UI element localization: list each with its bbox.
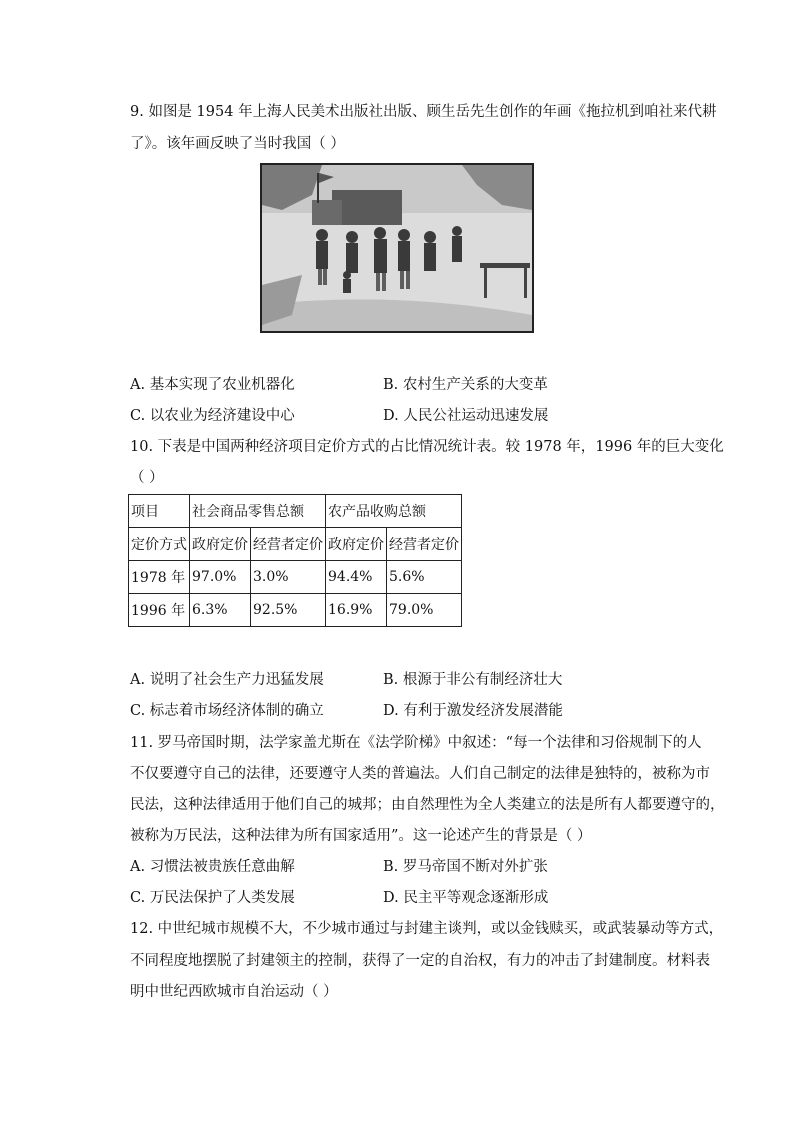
table-cell: 社会商品零售总额 <box>190 495 326 528</box>
table-cell: 农产品收购总额 <box>326 495 462 528</box>
table-row <box>129 561 462 594</box>
q10-option-a: A. 说明了社会生产力迅猛发展 <box>130 672 324 688</box>
table-cell: 经营者定价 <box>387 528 462 561</box>
table-cell: 92.5% <box>251 594 326 627</box>
q12-stem-line-3: 明中世纪西欧城市自治运动（ ） <box>130 984 338 1000</box>
q11-option-c: C. 万民法保护了人类发展 <box>130 890 295 906</box>
q9-option-a: A. 基本实现了农业机器化 <box>130 377 295 393</box>
q11-option-d: D. 民主平等观念逐渐形成 <box>383 890 549 906</box>
q11-stem-line-3: 民法，这种法律适用于他们自己的城邦；由自然理性为全人类建立的法是所有人都要遵守的， <box>130 797 725 813</box>
q12-stem-line-1: 12. 中世纪城市规模不大，不少城市通过与封建主谈判，或以金钱赎买，或武装暴动等方式， <box>130 921 724 937</box>
q11-stem-line-4: 被称为万民法，这种法律为所有国家适用”。这一论述产生的背景是（ ） <box>130 828 592 844</box>
q12-stem-line-2: 不同程度地摆脱了封建领主的控制，获得了一定的自治权，有力的冲击了封建制度。材料表 <box>130 953 710 969</box>
table-cell: 6.3% <box>190 594 251 627</box>
new-year-painting-image <box>260 163 534 333</box>
table-cell: 94.4% <box>326 561 387 594</box>
painting-illustration <box>262 165 532 331</box>
table-row <box>129 495 462 528</box>
table-cell: 79.0% <box>387 594 462 627</box>
q10-stem-line-1: 10. 下表是中国两种经济项目定价方式的占比情况统计表。较 1978 年，1996 年的巨大变化 <box>130 439 724 455</box>
table-cell: 政府定价 <box>190 528 251 561</box>
q10-option-b: B. 根源于非公有制经济壮大 <box>383 672 563 688</box>
table-cell: 1996 年 <box>129 594 190 627</box>
q11-stem-line-1: 11. 罗马帝国时期，法学家盖尤斯在《法学阶梯》中叙述：“每一个法律和习俗规制下的人 <box>130 735 702 751</box>
table-row <box>129 594 462 627</box>
table-cell: 3.0% <box>251 561 326 594</box>
q11-option-b: B. 罗马帝国不断对外扩张 <box>383 859 548 875</box>
q10-option-d: D. 有利于激发经济发展潜能 <box>383 703 563 719</box>
table-cell: 16.9% <box>326 594 387 627</box>
table-cell: 政府定价 <box>326 528 387 561</box>
pricing-statistics-table <box>128 494 462 627</box>
q10-option-c: C. 标志着市场经济体制的确立 <box>130 703 324 719</box>
q10-stem-line-2: （ ） <box>130 470 164 486</box>
table-cell: 97.0% <box>190 561 251 594</box>
q9-option-d: D. 人民公社运动迅速发展 <box>383 408 549 424</box>
q11-option-a: A. 习惯法被贵族任意曲解 <box>130 859 295 875</box>
table-cell: 5.6% <box>387 561 462 594</box>
table-cell: 1978 年 <box>129 561 190 594</box>
table-row <box>129 528 462 561</box>
q9-option-b: B. 农村生产关系的大变革 <box>383 377 548 393</box>
table-cell: 定价方式 <box>129 528 190 561</box>
q11-stem-line-2: 不仅要遵守自己的法律，还要遵守人类的普遍法。人们自己制定的法律是独特的，被称为市 <box>130 766 710 782</box>
q9-option-c: C. 以农业为经济建设中心 <box>130 408 295 424</box>
q9-stem-line-1: 9. 如图是 1954 年上海人民美术出版社出版、顾生岳先生创作的年画《拖拉机到咱社来代耕 <box>130 104 717 120</box>
q9-stem-line-2: 了》。该年画反映了当时我国（ ） <box>130 136 345 152</box>
table-cell: 经营者定价 <box>251 528 326 561</box>
table-cell: 项目 <box>129 495 190 528</box>
